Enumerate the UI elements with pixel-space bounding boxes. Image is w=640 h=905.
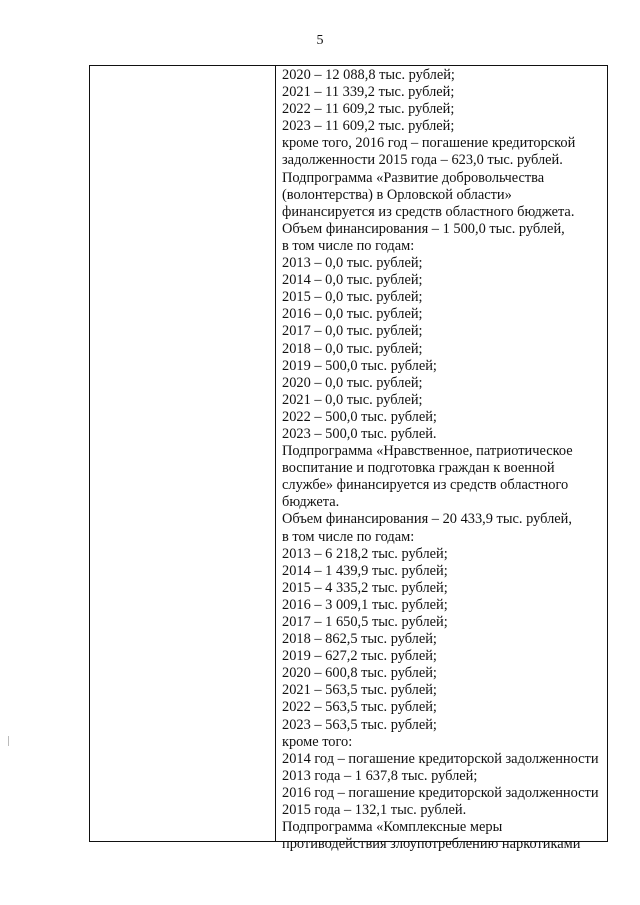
text-line: (волонтерства) в Орловской области» [282,186,512,203]
page-number: 5 [316,33,324,48]
text-line: Объем финансирования – 1 500,0 тыс. рублей, [282,220,565,237]
text-line: 2014 – 1 439,9 тыс. рублей; [282,562,448,579]
text-line: кроме того: [282,733,353,750]
text-line: 2015 – 4 335,2 тыс. рублей; [282,579,448,596]
text-line: 2015 – 0,0 тыс. рублей; [282,289,423,306]
text-line: в том числе по годам: [282,237,415,254]
text-line: 2013 – 6 218,2 тыс. рублей; [282,545,448,562]
text-line: Подпрограмма «Комплексные меры [282,819,503,836]
text-line: 2020 – 12 088,8 тыс. рублей; [282,67,455,83]
text-line: 2019 – 627,2 тыс. рублей; [282,648,437,665]
text-line: 2021 – 0,0 тыс. рублей; [282,391,423,408]
text-line: Подпрограмма «Развитие добровольчества [282,169,545,186]
text-line: 2018 – 862,5 тыс. рублей; [282,631,437,648]
text-line: 2022 – 500,0 тыс. рублей; [282,408,437,425]
scan-margin-mark [8,736,9,746]
text-line: 2016 – 3 009,1 тыс. рублей; [282,596,448,613]
text-line: 2022 – 11 609,2 тыс. рублей; [282,101,455,118]
text-line: бюджета. [282,494,340,511]
text-line: кроме того, 2016 год – погашение кредиторской [282,135,576,152]
text-line: задолженности 2015 года – 623,0 тыс. рублей. [282,152,563,169]
text-line: в том числе по годам: [282,528,415,545]
financing-table [89,65,608,853]
text-line: 2021 – 11 339,2 тыс. рублей; [282,84,455,101]
text-line: 2019 – 500,0 тыс. рублей; [282,357,437,374]
text-line: 2018 – 0,0 тыс. рублей; [282,340,423,357]
text-line: 2017 – 1 650,5 тыс. рублей; [282,614,448,630]
text-line: 2023 – 11 609,2 тыс. рублей; [282,118,455,135]
text-line: противодействия злоупотреблению наркотиками [282,836,581,853]
text-line: 2021 – 563,5 тыс. рублей; [282,682,437,699]
text-line: 2014 год – погашение кредиторской задолженности [282,750,599,767]
text-line: 2023 – 563,5 тыс. рублей; [282,716,437,733]
text-line: службе» финансируется из средств областного [282,477,569,494]
text-line: финансируется из средств областного бюджета. [282,203,575,220]
text-line: 2015 года – 132,1 тыс. рублей. [282,802,467,819]
table-left-cell [90,66,276,841]
text-line: Объем финансирования – 20 433,9 тыс. рублей, [282,511,572,528]
text-line: 2023 – 500,0 тыс. рублей. [282,425,437,442]
text-line: 2013 – 0,0 тыс. рублей; [282,255,423,272]
text-line: Подпрограмма «Нравственное, патриотическое [282,443,573,460]
text-line: 2022 – 563,5 тыс. рублей; [282,699,437,716]
text-line: 2020 – 600,8 тыс. рублей; [282,665,437,682]
text-line: 2016 – 0,0 тыс. рублей; [282,306,423,323]
table-right-cell [282,67,606,853]
text-line: 2013 года – 1 637,8 тыс. рублей; [282,767,478,784]
text-line: 2016 год – погашение кредиторской задолженности [282,784,599,801]
text-line: 2020 – 0,0 тыс. рублей; [282,374,423,391]
text-line: 2017 – 0,0 тыс. рублей; [282,323,423,340]
text-line: 2014 – 0,0 тыс. рублей; [282,272,423,289]
text-line: воспитание и подготовка граждан к военной [282,460,555,477]
